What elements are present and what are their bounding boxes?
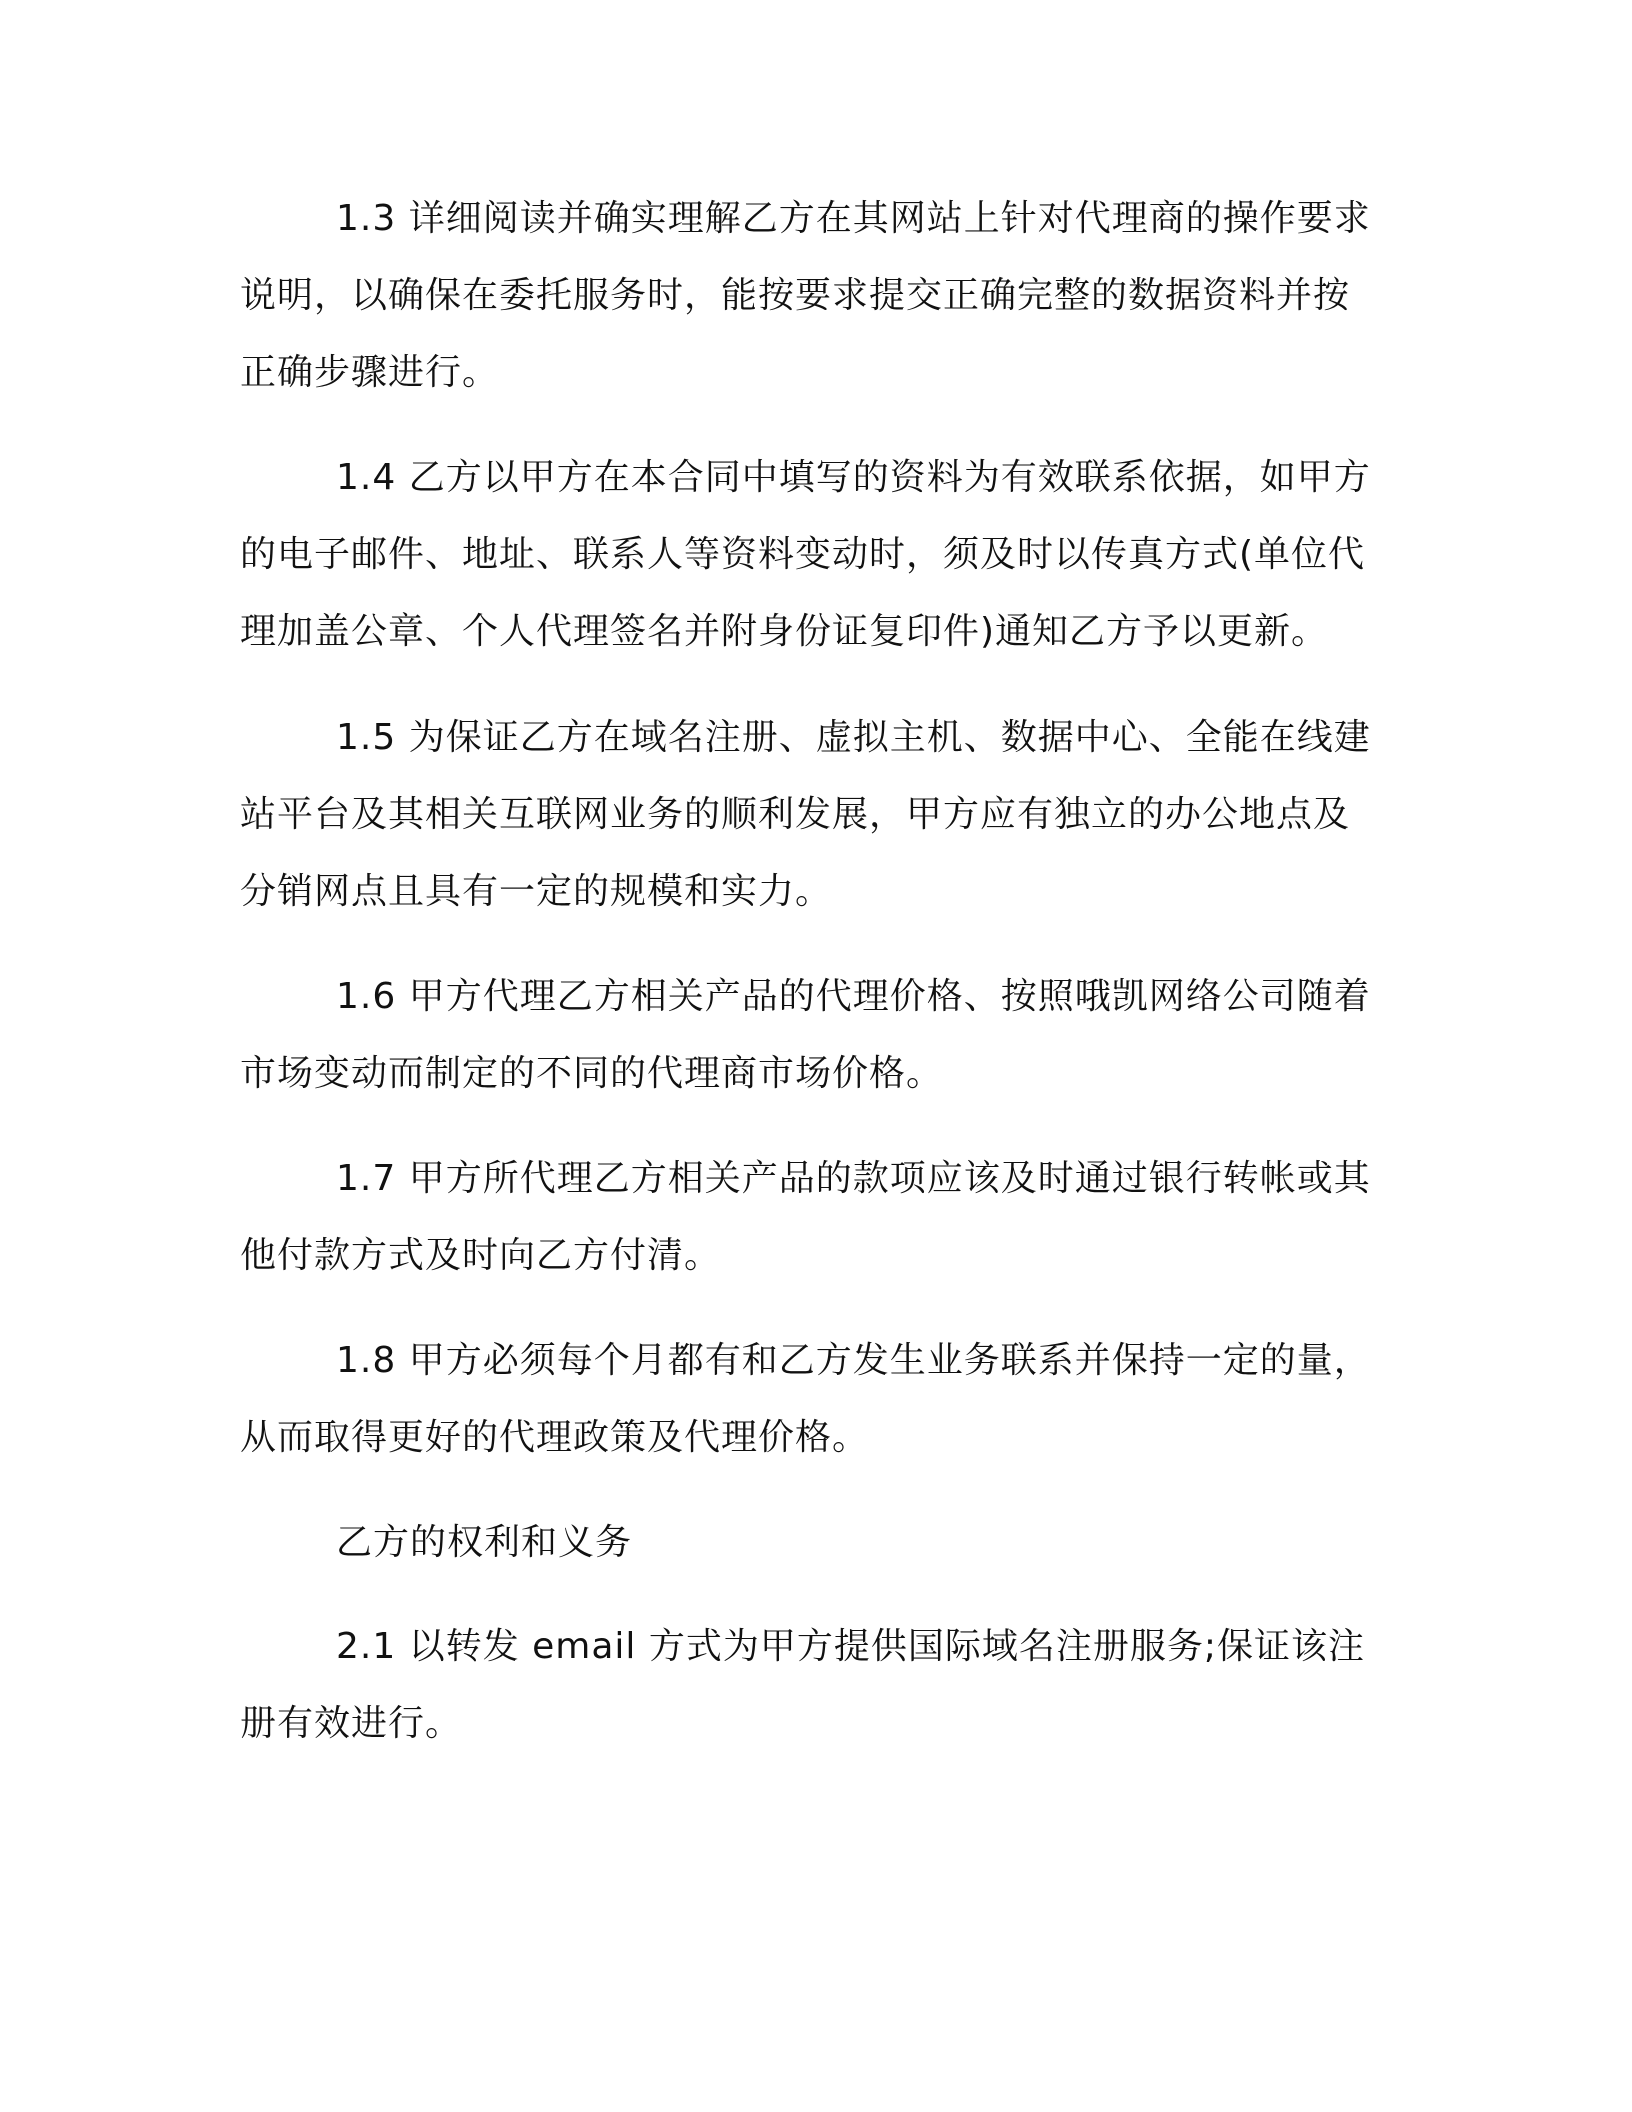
clause-1-5: 1.5 为保证乙方在域名注册、虚拟主机、数据中心、全能在线建站平台及其相关互联网业务的顺利发展，甲方应有独立的办公地点及分销网点且具有一定的规模和实力。: [240, 717, 1371, 912]
clause-1-4: 1.4 乙方以甲方在本合同中填写的资料为有效联系依据，如甲方的电子邮件、地址、联系人等资料变动时，须及时以传真方式(单位代理加盖公章、个人代理签名并附身份证复印件)通知乙方予以更新。: [240, 457, 1371, 652]
clause-1-6: 1.6 甲方代理乙方相关产品的代理价格、按照哦凯网络公司随着市场变动而制定的不同的代理商市场价格。: [240, 976, 1371, 1094]
clause-1-3: 1.3 详细阅读并确实理解乙方在其网站上针对代理商的操作要求说明，以确保在委托服务时，能按要求提交正确完整的数据资料并按正确步骤进行。: [240, 198, 1371, 393]
section-heading: 乙方的权利和义务: [336, 1522, 633, 1563]
clause-2-1: 2.1 以转发 email 方式为甲方提供国际域名注册服务;保证该注册有效进行。: [240, 1626, 1365, 1744]
clause-1-8: 1.8 甲方必须每个月都有和乙方发生业务联系并保持一定的量，从而取得更好的代理政策及代理价格。: [240, 1340, 1371, 1458]
clause-1-7: 1.7 甲方所代理乙方相关产品的款项应该及时通过银行转帐或其他付款方式及时向乙方付清。: [240, 1158, 1371, 1276]
